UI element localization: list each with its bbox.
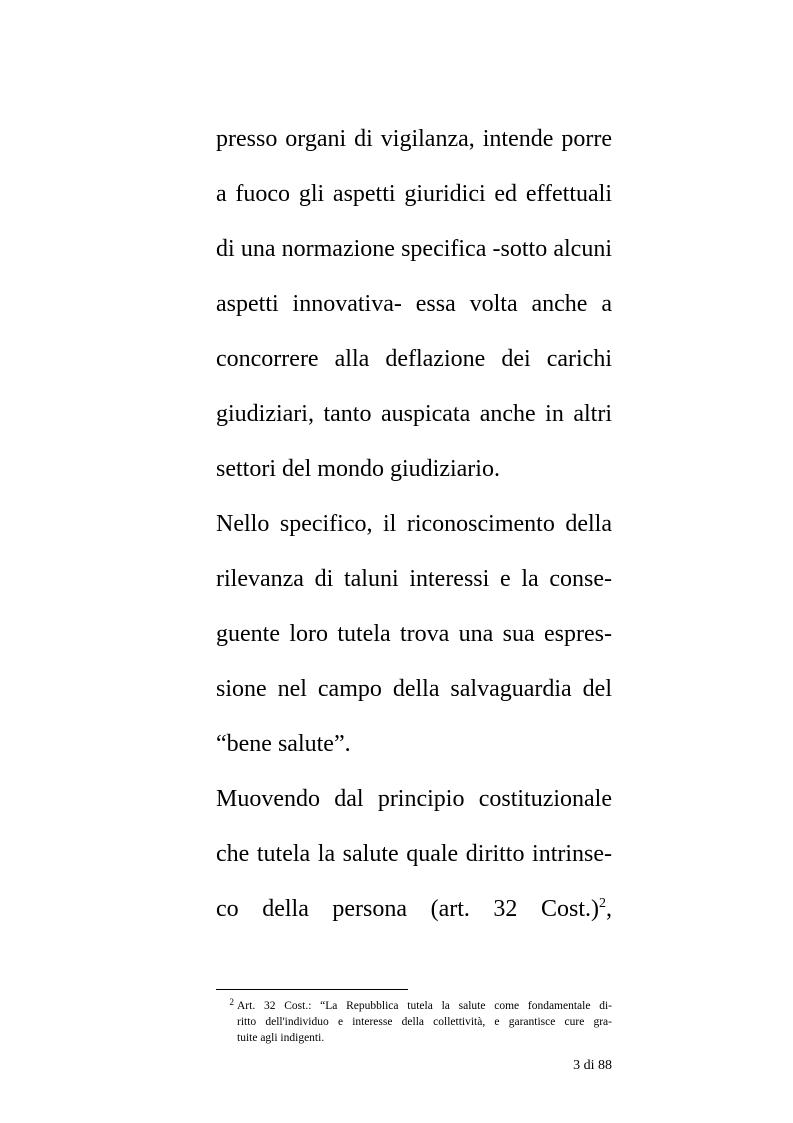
body-line-text: co della persona (art. 32 Cost.) [216,896,599,922]
body-line: Nello specifico, il riconoscimento della [216,511,612,537]
footnote [216,998,612,1046]
body-line: sione nel campo della salvaguardia del [216,676,612,702]
body-line: che tutela la salute quale diritto intrinse- [216,841,612,867]
body-line: settori del mondo giudiziario. [216,456,500,482]
footnote-text: Art. 32 Cost.: “La Repubblica tutela la salute come fondamentale di- [237,1000,612,1012]
body-text [216,112,612,937]
body-line: di una normazione specifica -sotto alcuni [216,236,612,262]
body-line: giudiziari, tanto auspicata anche in altri [216,401,612,427]
body-line: “bene salute”. [216,731,351,757]
body-line: rilevanza di taluni interessi e la conse- [216,566,612,592]
page-number: 3 di 88 [573,1058,612,1073]
footnote-line [216,998,612,1014]
body-line: Muovendo dal principio costituzionale [216,786,612,812]
trailing-comma: , [606,896,612,922]
body-line-with-footnote [216,882,612,937]
body-line: concorrere alla deflazione dei carichi [216,346,612,372]
body-line: guente loro tutela trova una sua espres- [216,621,612,647]
footnote-line [216,1030,612,1046]
footnote-reference[interactable]: 2 [599,896,606,911]
body-line: aspetti innovativa- essa volta anche a [216,291,612,317]
body-line: a fuoco gli aspetti giuridici ed effettuali [216,181,612,207]
footnote-separator [216,989,408,990]
body-line: presso organi di vigilanza, intende porre [216,126,612,152]
footnote-mark: 2 [229,997,234,1007]
footnote-text: ritto dell'individuo e interesse della collettività, e garantisce cure gra- [237,1016,612,1028]
footnote-line [216,1014,612,1030]
footnote-text: tuite agli indigenti. [237,1032,325,1044]
